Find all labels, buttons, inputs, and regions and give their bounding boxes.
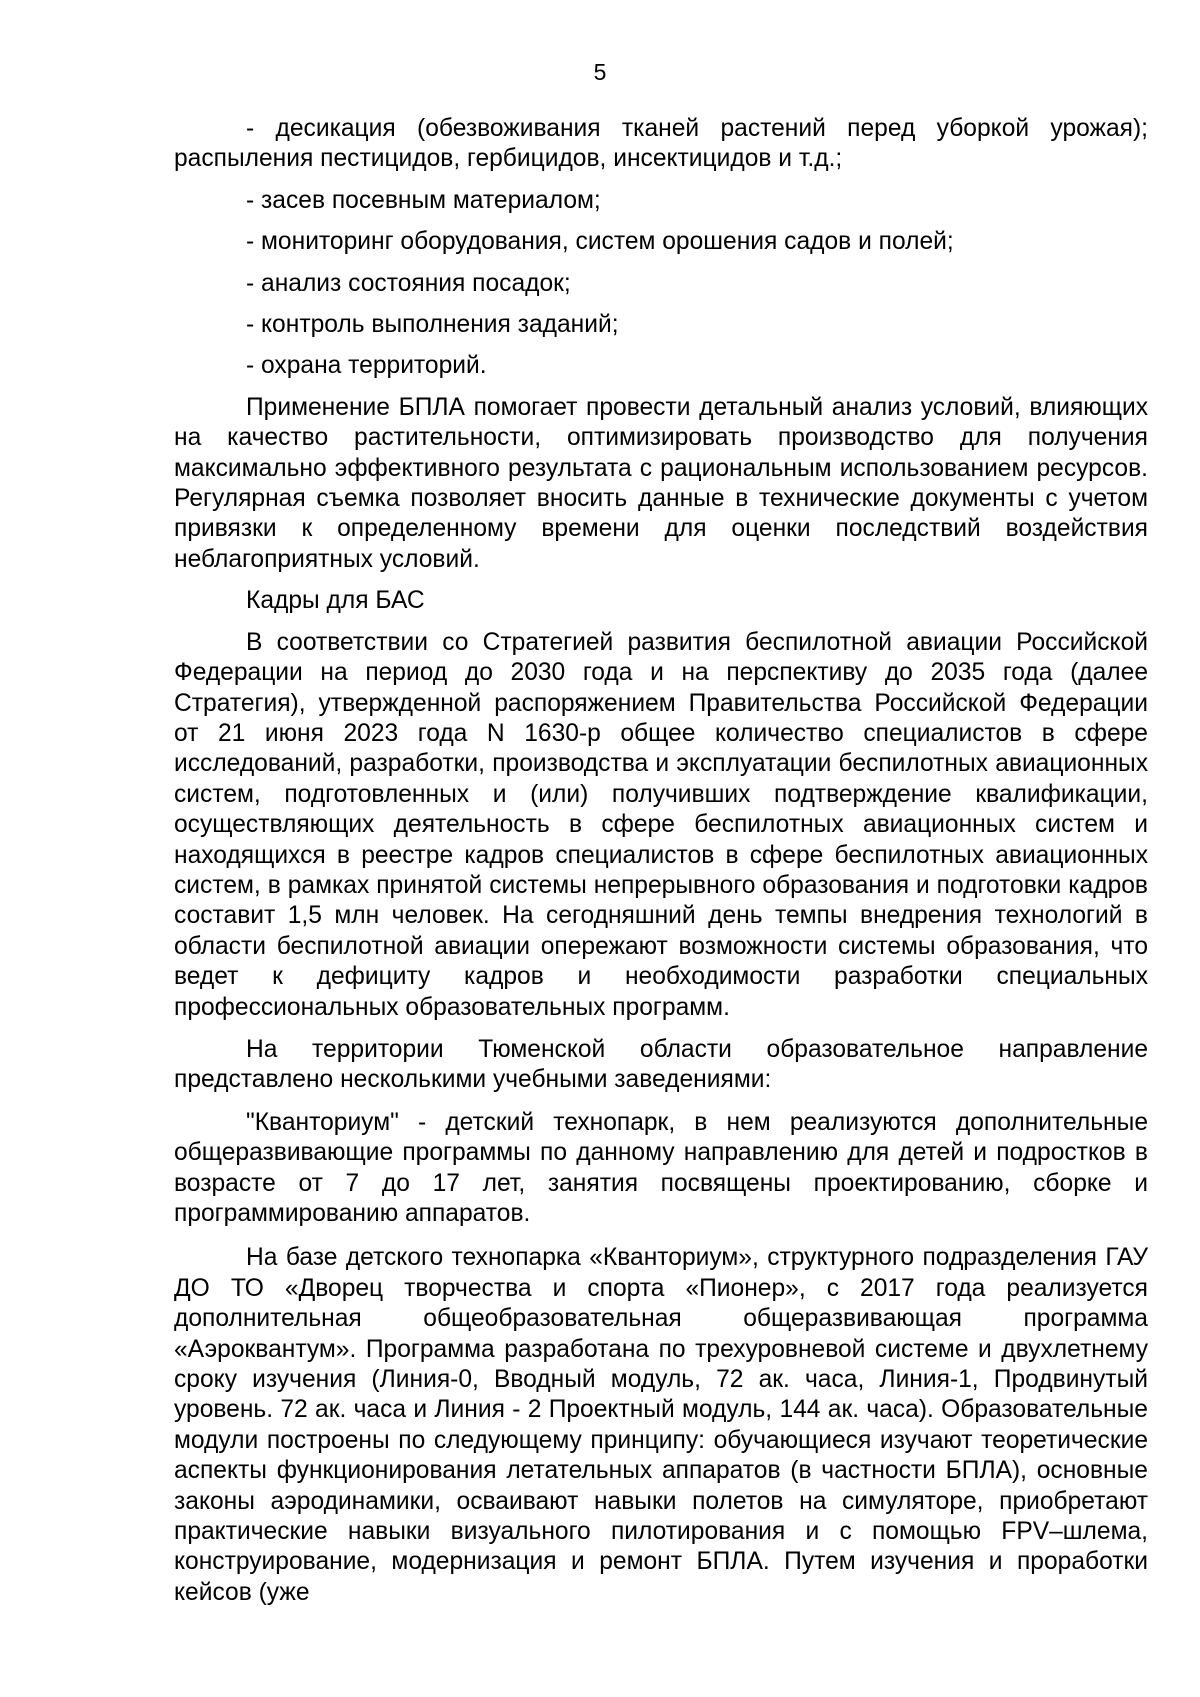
paragraph-kvantorium: "Кванториум" - детский технопарк, в нем реализуются дополнительные общеразвивающие программы по данному направлению для детей и подростков в возрасте от 7 до 17 лет, занятия посвящены проектированию, сборке и программированию аппаратов. bbox=[174, 1108, 1148, 1227]
page-number: 5 bbox=[593, 59, 607, 85]
paragraph-strategy: В соответствии со Стратегией развития беспилотной авиации Российской Федерации на период до 2030 года и на перспективу до 2035 года (далее Стратегия), утвержденной распоряжением Правительства Российской Федерации от 21 июня 2023 года N 1630-р общее количество специалистов в сфере исследований, разработки, производства и эксплуатации беспилотных авиационных систем, подготовленных и (или) получивших подтверждение квалификации, осуществляющих деятельность в сфере беспилотных авиационных систем и находящихся в реестре кадров специалистов в сфере беспилотных авиационных систем, в рамках принятой системы непрерывного образования и подготовки кадров составит 1,5 млн человек. На сегодняшний день темпы внедрения технологий в области беспилотной авиации опережают возможности системы образования, что ведет к дефициту кадров и необходимости разработки специальных профессиональных образовательных программ. bbox=[174, 628, 1148, 1021]
list-item-analysis: - анализ состояния посадок; bbox=[246, 269, 571, 297]
paragraph-desiccation: - десикация (обезвоживания тканей растений перед уборкой урожая); распыления пестицидов, гербицидов, инсектицидов и т.д.; bbox=[174, 115, 1148, 173]
list-item-control: - контроль выполнения заданий; bbox=[246, 311, 619, 339]
section-heading-personnel: Кадры для БАС bbox=[246, 587, 425, 615]
paragraph-uav-application: Применение БПЛА помогает провести детальный анализ условий, влияющих на качество растительности, оптимизировать производство для получения максимально эффективного результата с рациональным использованием ресурсов. Регулярная съемка позволяет вносить данные в технические документы с учетом привязки к определенному времени для оценки последствий воздействия неблагоприятных условий. bbox=[174, 393, 1148, 573]
paragraph-aerokvantum: На базе детского технопарка «Кванториум», структурного подразделения ГАУ ДО ТО «Дворец творчества и спорта «Пионер», с 2017 года реализуется дополнительная общеобразовательная общеразвивающая программа «Аэроквантум». Программа разработана по трехуровневой системе и двухлетнему сроку изучения (Линия-0, Вводный модуль, 72 ак. часа, Линия-1, Продвинутый уровень. 72 ак. часа и Линия - 2 Проектный модуль, 144 ак. часа). Образовательные модули построены по следующему принципу: обучающиеся изучают теоретические аспекты функционирования летательных аппаратов (в частности БПЛА), основные законы аэродинамики, осваивают навыки полетов на симуляторе, приобретают практические навыки визуального пилотирования и с помощью FPV–шлема, конструирование, модернизация и ремонт БПЛА. Путем изучения и проработки кейсов (уже bbox=[174, 1244, 1148, 1606]
paragraph-tyumen-region: На территории Тюменской области образовательное направление представлено несколькими учебными заведениями: bbox=[174, 1035, 1148, 1094]
list-item-sowing: - засев посевным материалом; bbox=[246, 186, 601, 214]
document-body bbox=[174, 114, 1148, 1608]
list-item-monitoring: - мониторинг оборудования, систем орошения садов и полей; bbox=[246, 228, 954, 256]
list-item-security: - охрана территорий. bbox=[246, 352, 487, 380]
